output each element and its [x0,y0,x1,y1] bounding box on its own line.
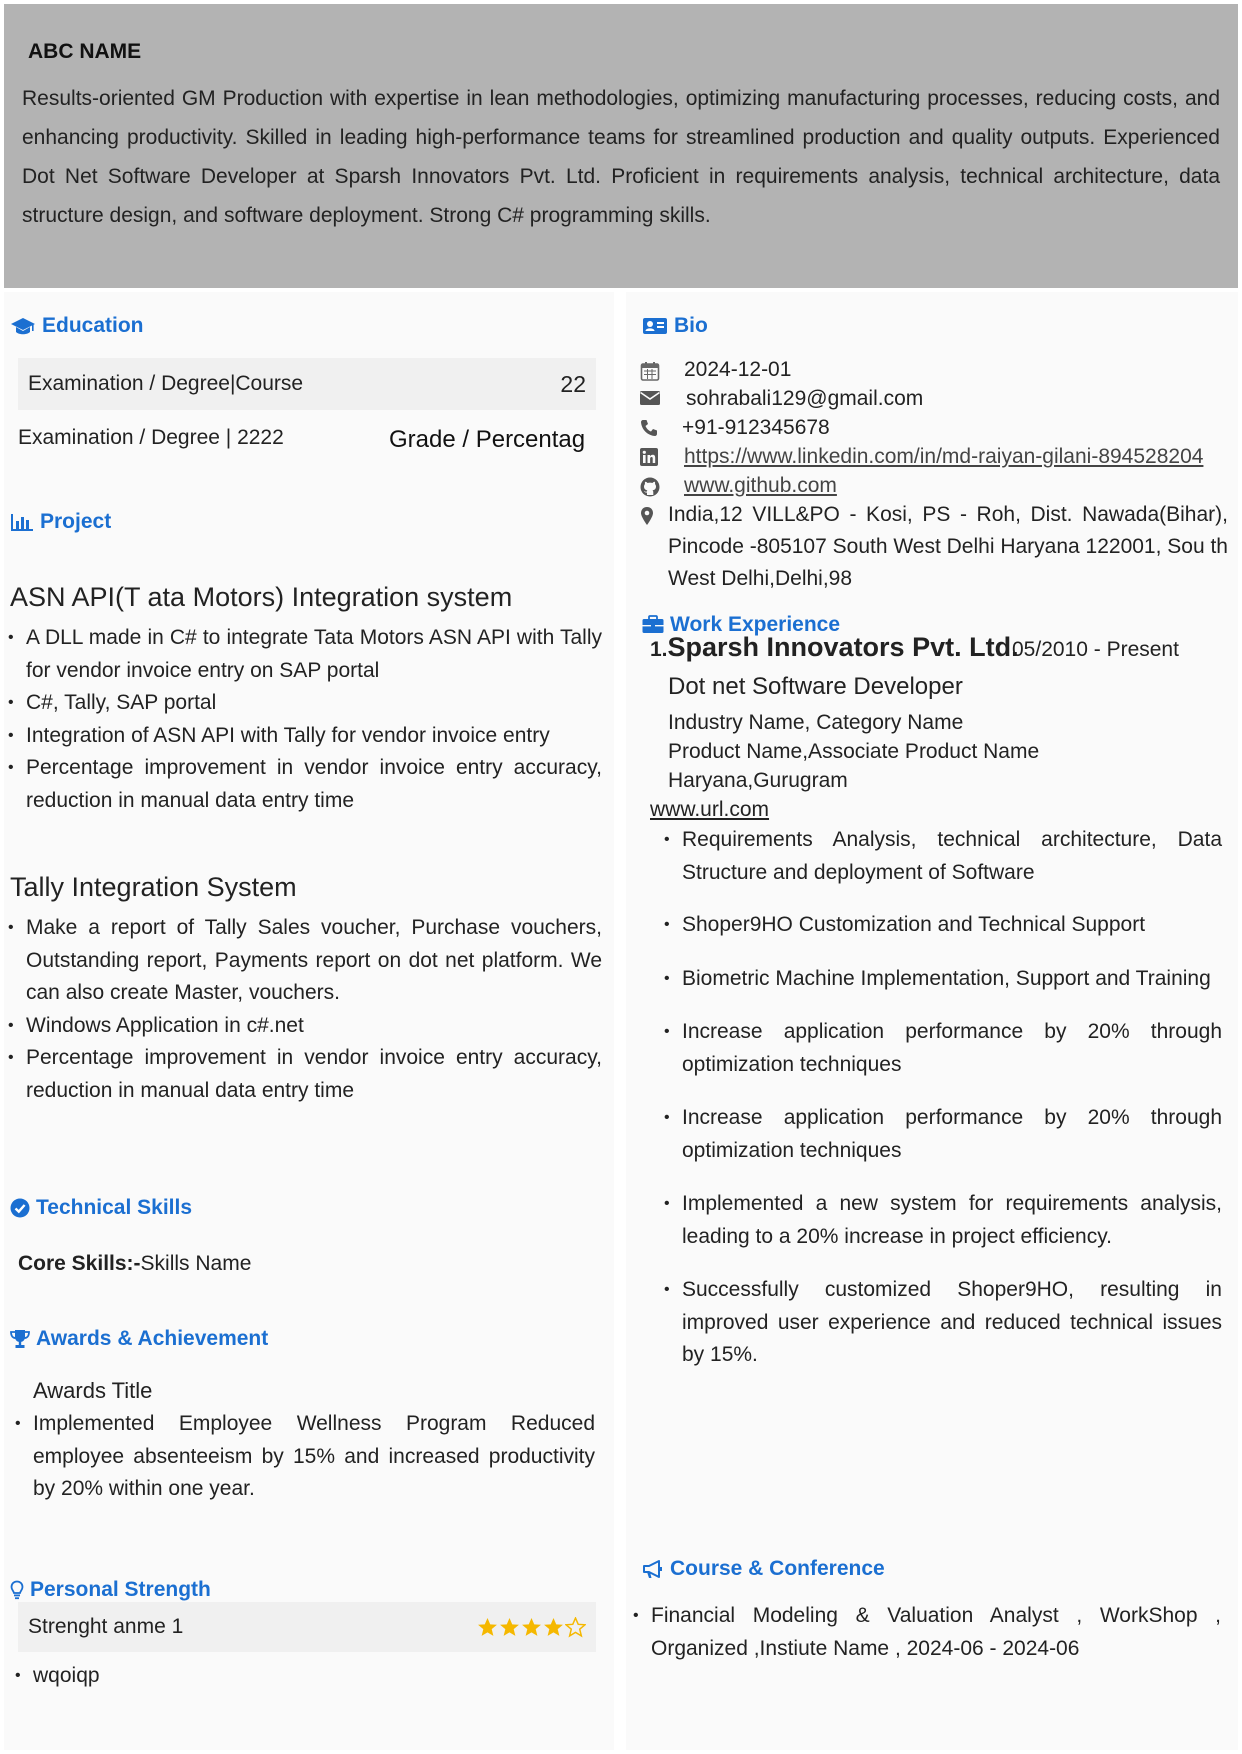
summary: Results-oriented GM Production with expertise in lean methodologies, optimizing manufacturing processes, reducing costs, and enhancing productivity. Skilled in leading high-performance teams for streamlined production and quality outputs. Experienced Dot Net Software Developer at Sparsh Innovators Pvt. Ltd. Proficient in requirements analysis, technical architecture, data structure design, and software deployment. Strong C# programming skills. [22,87,1220,227]
work-list [682,824,1222,1372]
bio-email [640,383,923,415]
envelope-icon [640,390,660,406]
calendar-icon [640,361,660,381]
list-item: • Windows Application in c#.net [26,1010,602,1043]
work-location: Haryana,Gurugram [668,769,848,792]
education-course: Examination / Degree|Course [28,372,304,395]
strength-row [18,1602,596,1652]
list-item: • Successfully customized Shoper9HO, resulting in improved user experience and reduced technical issues by 15%. [682,1274,1222,1372]
education-heading: Education [10,314,144,338]
bar-chart-icon [10,512,34,532]
list-item: • Increase application performance by 20% through optimization techniques [682,1016,1222,1081]
id-card-icon [642,316,668,336]
work-company: Sparsh Innovators Pvt. Ltd. [667,632,1019,662]
map-pin-icon [640,506,654,526]
check-circle-icon [10,1198,30,1218]
awards-list [33,1408,595,1506]
star-filled-icon [477,1617,498,1638]
project-2-list [26,912,602,1107]
list-item: • Integration of ASN API with Tally for vendor invoice entry [26,720,602,753]
bio-heading: Bio [642,314,708,338]
project-2-title: Tally Integration System [10,872,297,902]
github-icon [640,477,660,497]
right-column [626,292,1238,1750]
education-row [18,358,596,410]
strength-list [33,1660,595,1693]
strength-name: Strenght anme 1 [28,1615,184,1638]
phone-icon [640,419,658,437]
github-link[interactable]: www.github.com [684,474,837,497]
project-1-title: ASN API(T ata Motors) Integration system [10,582,513,612]
course-heading: Course & Conference [642,1557,885,1581]
list-item: • Increase application performance by 20% through optimization techniques [682,1102,1222,1167]
star-filled-icon [521,1617,542,1638]
work-index: 1. [650,638,668,661]
list-item: • Implemented a new system for requirements analysis, leading to a 20% increase in project efficiency. [682,1188,1222,1253]
course-list [651,1600,1221,1665]
awards-heading: Awards & Achievement [10,1327,268,1351]
megaphone-icon [642,1559,664,1579]
candidate-name: ABC NAME [28,40,142,63]
list-item: • Requirements Analysis, technical architecture, Data Structure and deployment of Software [682,824,1222,889]
bio-dob-value: 2024-12-01 [684,358,792,381]
bio-phone [640,412,830,444]
work-company-row [650,632,1019,663]
lightbulb-icon [10,1580,24,1600]
core-skills [18,1252,251,1276]
award-title: Awards Title [33,1378,153,1403]
list-item: • Percentage improvement in vendor invoice entry accuracy, reduction in manual data entry time [26,1042,602,1107]
graduation-cap-icon [10,316,36,336]
work-product: Product Name,Associate Product Name [668,740,1040,763]
education-value: 22 [560,370,586,397]
bio-phone-value: +91-912345678 [682,416,830,439]
list-item: • Shoper9HO Customization and Technical Support [682,909,1222,942]
bio-address [640,499,1236,595]
star-filled-icon [499,1617,520,1638]
bio-linkedin [640,441,1203,473]
work-dates: 05/2010 - Present [1012,638,1179,661]
work-role: Dot net Software Developer [668,673,963,700]
education-degree: Examination / Degree | 2222 [18,426,284,449]
bio-email-value: sohrabali129@gmail.com [686,387,924,410]
core-skills-value: Skills Name [140,1252,252,1275]
core-skills-label: Core Skills:- [18,1252,141,1275]
list-item: • Make a report of Tally Sales voucher, Purchase vouchers, Outstanding report, Payments report on dot net platform. We can also create Master, vouchers. [26,912,602,1010]
bio-github [640,470,837,502]
list-item: • Financial Modeling & Valuation Analyst , WorkShop , Organized ,Instiute Name , 2024-06 - 2024-06 [651,1600,1221,1665]
strength-heading: Personal Strength [10,1578,211,1602]
linkedin-link[interactable]: https://www.linkedin.com/in/md-raiyan-gilani-894528204 [684,445,1204,468]
star-empty-icon [565,1617,586,1638]
bio-dob [640,354,791,386]
left-column [4,292,614,1750]
star-rating [477,1617,586,1638]
bio-address-value: India,12 VILL&PO - Kosi, PS - Roh, Dist. Nawada(Bihar), Pincode -805107 South West Delhi Haryana 122001, Sou th West Delhi,Delhi,98 [668,503,1228,590]
education-grade: Grade / Percentag [389,426,586,453]
list-item: • Percentage improvement in vendor invoice entry accuracy, reduction in manual data entry time [26,752,602,817]
project-1-list [26,622,602,817]
linkedin-icon [640,448,658,466]
project-heading: Project [10,510,111,534]
skills-heading: Technical Skills [10,1196,192,1220]
list-item: • wqoiqp [33,1660,595,1693]
trophy-icon [10,1329,30,1349]
list-item: • Implemented Employee Wellness Program Reduced employee absenteeism by 15% and increased productivity by 20% within one year. [33,1408,595,1506]
list-item: • Biometric Machine Implementation, Support and Training [682,963,1222,996]
list-item: • C#, Tally, SAP portal [26,687,602,720]
star-filled-icon [543,1617,564,1638]
list-item: • A DLL made in C# to integrate Tata Motors ASN API with Tally for vendor invoice entry on SAP portal [26,622,602,687]
work-url-link[interactable]: www.url.com [650,798,770,821]
header [4,4,1238,288]
work-heading: Work Experience [642,613,840,637]
work-industry: Industry Name, Category Name [668,711,964,734]
